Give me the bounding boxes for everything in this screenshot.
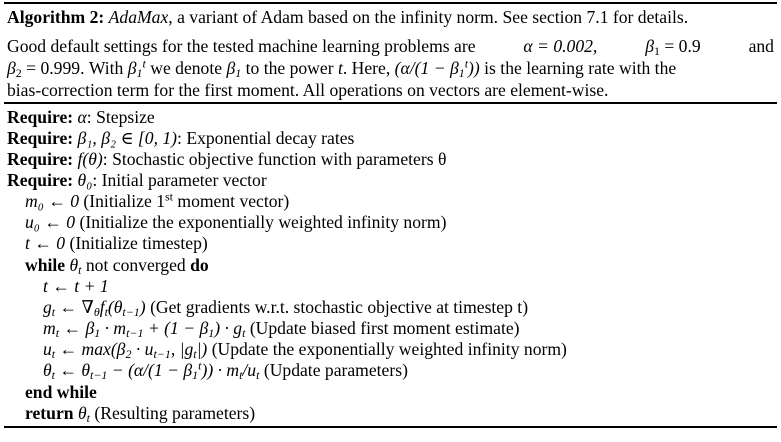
require-line: Require: β₁, β₂ ∈ [0, 1): Exponential decay rates <box>7 128 355 148</box>
middle-rule <box>4 102 777 104</box>
caption-text-1: , a variant of Adam based on the infinity norm. See section 7.1 for details. <box>168 7 689 27</box>
caption-beta2-val: = 0.999. With <box>26 58 124 78</box>
init-line: t ← 0 (Initialize timestep) <box>25 233 208 253</box>
loop-step: t ← t + 1 <box>43 276 109 296</box>
while-line: while $\theta_t$ not converged do <box>25 255 209 277</box>
caption-t: t <box>337 58 343 78</box>
caption-line-4: bias-correction term for the first moment. All operations on vectors are element-wise. <box>7 80 609 100</box>
bottom-rule <box>4 426 777 428</box>
loop-step: $\theta_t$ ← $\theta_{t-1} - (\alpha/(1 - \beta_1^t)) \cdot m_t/u_t$ (Update parameters) <box>43 358 408 382</box>
require-line: Require: α: Stepsize <box>7 107 155 127</box>
init-line: u₀ ← 0 (Initialize the exponentially weighted infinity norm) <box>25 212 447 232</box>
caption-we-denote: we denote <box>150 58 223 78</box>
top-rule <box>4 2 777 4</box>
algorithm-label: Algorithm 2: <box>7 7 105 27</box>
caption-beta1: $\beta_1 = 0.9$ <box>645 36 701 58</box>
caption-beta1-b: $\beta_1$ <box>226 58 242 80</box>
loop-step: $m_t$ ← $\beta_1 \cdot m_{t-1} + (1 - \beta_1) \cdot g_t$ (Update biased first moment estimate) <box>43 318 520 340</box>
loop-step: $g_t$ ← $\nabla_\theta f_t(\theta_{t-1})$ (Get gradients w.r.t. stochastic objective at timestep t) <box>43 297 529 319</box>
caption-and: and <box>748 36 774 56</box>
init-line: m₀ ← 0 (Initialize 1st moment vector) <box>25 189 290 211</box>
caption-beta2: β <box>7 58 16 78</box>
return-line: return $\theta_t$ (Resulting parameters) <box>25 403 256 425</box>
caption-to-power: to the power <box>245 58 334 78</box>
caption-tail: is the learning rate with the <box>484 58 677 78</box>
caption-line-2 <box>7 36 774 56</box>
caption-line-3: $\beta_2 = 0.999$. With $\beta_1^t$ we denote $\beta_1$ to the power t. Here, $(\alpha/(1 - \beta_1^t))$ is the learning rate with the <box>7 56 677 80</box>
require-line: Require: θ₀: Initial parameter vector <box>7 170 267 190</box>
caption-alpha: α = 0.002, <box>523 36 598 56</box>
require-line: Require: f(θ): Stochastic objective function with parameters θ <box>7 149 447 169</box>
caption-lr-expr: $(\alpha/(1 - \beta_1^t))$ <box>394 56 480 80</box>
caption-text-2a: Good default settings for the tested machine learning problems are <box>7 36 476 56</box>
end-while-line: end while <box>25 382 97 402</box>
caption-line-1 <box>7 7 688 27</box>
caption-here: . Here, <box>342 58 391 78</box>
algorithm-name: AdaMax <box>108 7 169 27</box>
caption-beta1-pow: $\beta_1^t$ <box>127 56 146 80</box>
loop-step: $u_t$ ← $\max(\beta_2 \cdot u_{t-1}$, $|g_t|$) (Update the exponentially weighted infinity norm) <box>43 339 567 361</box>
